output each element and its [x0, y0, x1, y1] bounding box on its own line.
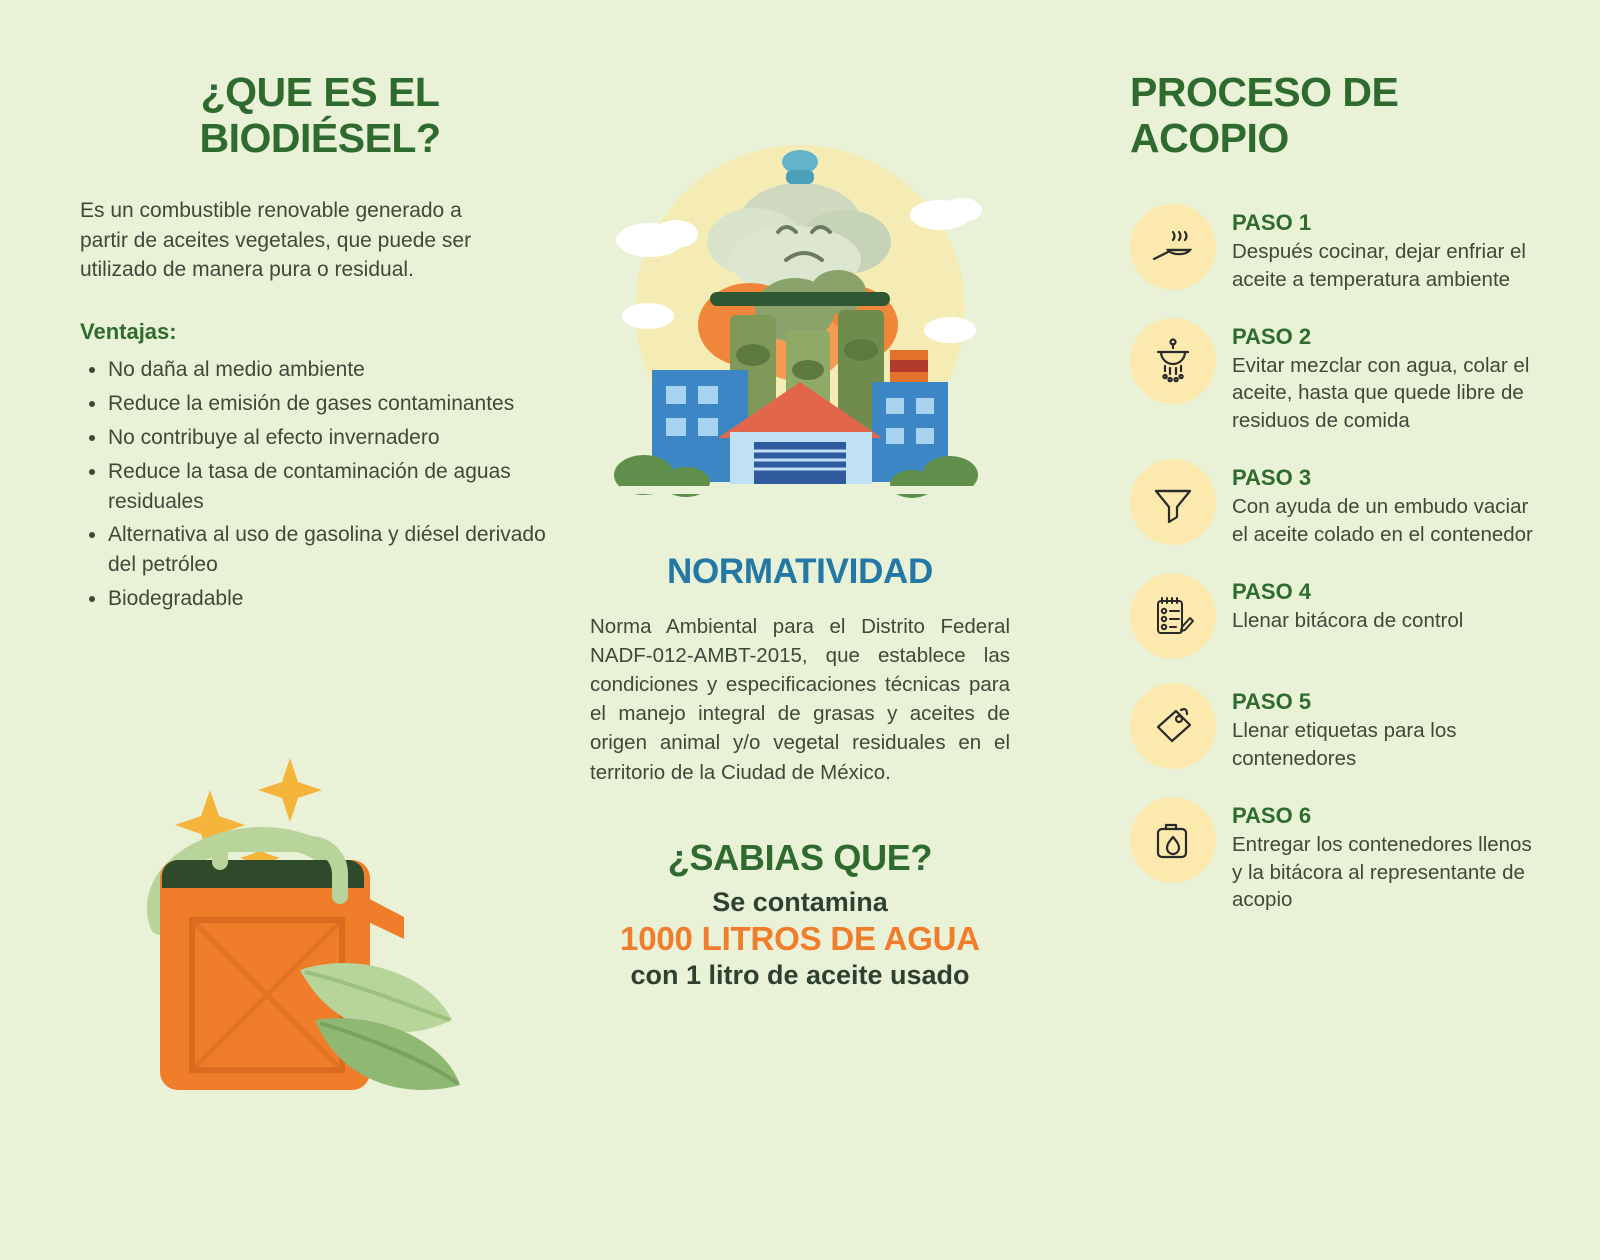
steps-list [1130, 204, 1550, 915]
frying-pan-icon [1130, 204, 1216, 290]
page-title-proceso-acopio: PROCESO DE ACOPIO [1130, 69, 1399, 161]
fact-block [590, 837, 1010, 991]
step-description: Llenar etiquetas para los contenedores [1232, 718, 1457, 770]
biodiesel-description: Es un combustible renovable generado a partir de aceites vegetales, que puede ser utilizado de manera pura o residual. [80, 198, 472, 282]
list-item [1130, 318, 1550, 436]
step-label: PASO 5 [1232, 688, 1312, 714]
step-description: Después cocinar, dejar enfriar el aceite a temperatura ambiente [1232, 239, 1526, 291]
advantages-heading: Ventajas: [80, 319, 177, 345]
step-description: Con ayuda de un embudo vaciar el aceite colado en el contenedor [1232, 495, 1533, 547]
list-item: • Biodegradable [108, 584, 560, 614]
step-description: Evitar mezclar con agua, colar el aceite, hasta que quede libre de residuos de comida [1232, 353, 1530, 433]
list-item: • No daña al medio ambiente [108, 355, 560, 385]
list-item [1130, 683, 1550, 773]
list-item [1130, 204, 1550, 294]
step-text [1232, 459, 1542, 549]
list-item [1130, 459, 1550, 549]
list-item [1130, 797, 1550, 915]
list-item: • Alternativa al uso de gasolina y diésel derivado del petróleo [108, 520, 560, 580]
step-label: PASO 3 [1232, 465, 1312, 491]
advantages-list [80, 355, 560, 614]
step-text [1232, 573, 1463, 635]
step-label: PASO 6 [1232, 802, 1312, 828]
step-description: Entregar los contenedores llenos y la bitácora al representante de acopio [1232, 832, 1532, 912]
page-title-biodiesel: ¿QUE ES EL BIODIÉSEL? [199, 69, 441, 161]
step-text [1232, 683, 1542, 773]
fact-heading: ¿SABIAS QUE? [667, 836, 933, 878]
tag-label-icon [1130, 683, 1216, 769]
list-item [1130, 573, 1550, 659]
right-column [1130, 70, 1550, 938]
left-column [80, 70, 560, 618]
step-description: Llenar bitácora de control [1232, 608, 1464, 632]
list-item: • Reduce la emisión de gases contaminantes [108, 389, 560, 419]
step-text [1232, 797, 1542, 915]
fact-line-3: con 1 litro de aceite usado [630, 959, 970, 990]
fact-line-1: Se contamina [712, 886, 888, 917]
step-label: PASO 4 [1232, 578, 1312, 604]
step-label: PASO 1 [1232, 209, 1312, 235]
funnel-icon [1130, 459, 1216, 545]
list-item: • Reduce la tasa de contaminación de aguas residuales [108, 457, 560, 517]
normatividad-paragraph: Norma Ambiental para el Distrito Federal NADF-012-AMBT-2015, que establece las condiciones y especificaciones técnicas para el manejo integral de grasas y aceites de origen animal y/o vegetal residuales en el territorio de la Ciudad de México. [590, 615, 1010, 784]
fact-line-2: 1000 LITROS DE AGUA [620, 919, 980, 957]
oil-container-icon [1130, 797, 1216, 883]
polluting-factory-city-illustration [590, 120, 1010, 540]
normatividad-heading: NORMATIVIDAD [666, 552, 933, 591]
step-label: PASO 2 [1232, 323, 1312, 349]
factory-illustration-icon [590, 120, 1010, 540]
step-text [1232, 204, 1542, 294]
step-text [1232, 318, 1542, 436]
list-item: • No contribuye al efecto invernadero [108, 423, 560, 453]
strainer-icon [1130, 318, 1216, 404]
checklist-pencil-icon [1130, 573, 1216, 659]
center-column [590, 120, 1010, 991]
jerrycan-with-leaves-illustration [100, 720, 520, 1100]
jerrycan-icon [100, 720, 520, 1100]
